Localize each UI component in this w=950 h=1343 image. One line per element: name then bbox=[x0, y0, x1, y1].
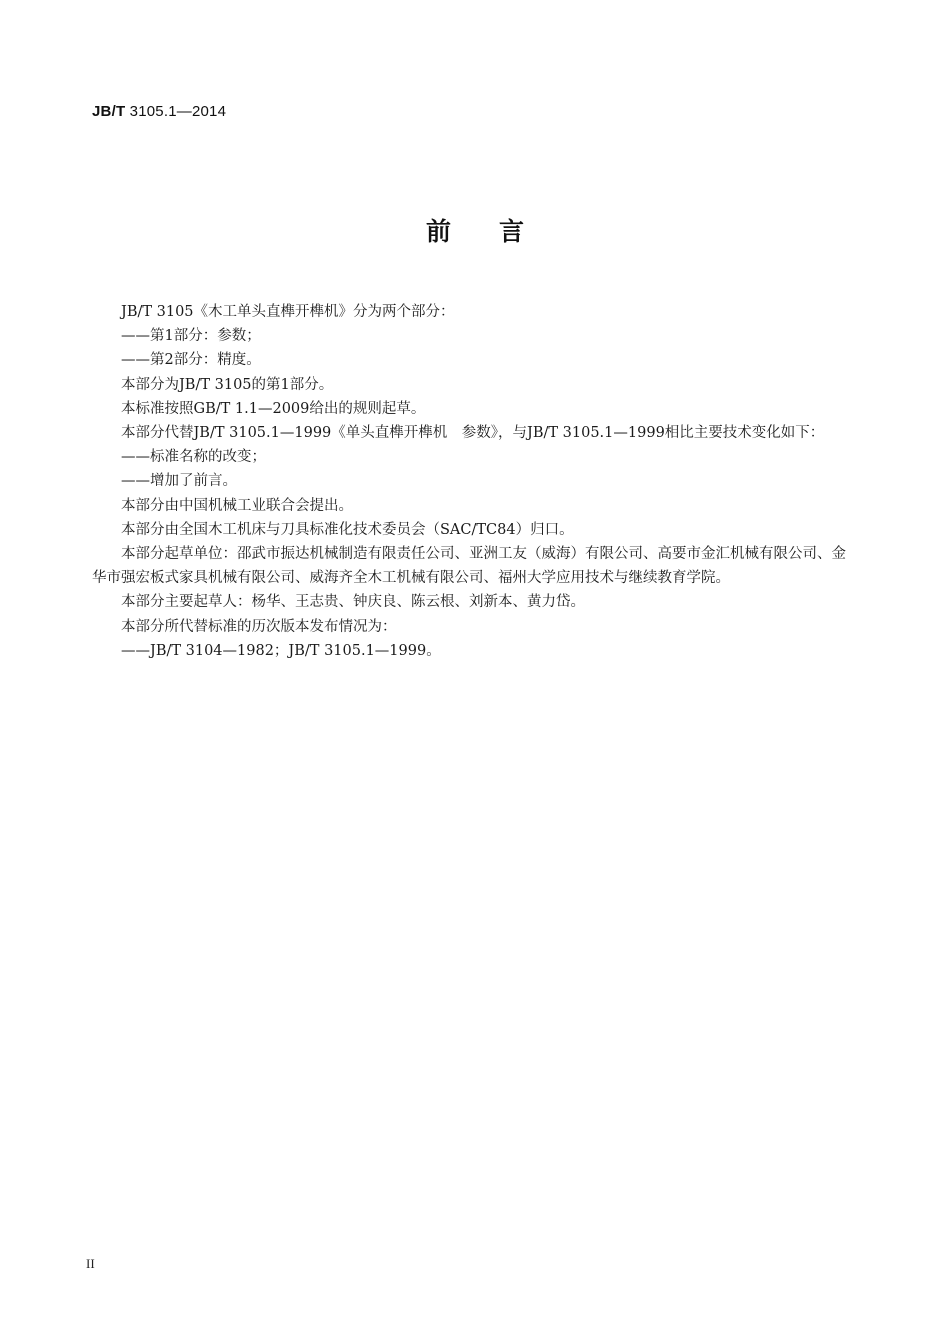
paragraph-replaces: 本部分代替JB/T 3105.1—1999《单头直榫开榫机 参数》，与JB/T 3105.1—1999相比主要技术变化如下： bbox=[121, 425, 825, 442]
page-title: 前言 bbox=[425, 217, 572, 246]
paragraph-drafters: 本部分主要起草人：杨华、王志贵、钟庆良、陈云根、刘新本、黄力岱。 bbox=[121, 594, 585, 611]
standard-prefix: JB/T bbox=[92, 103, 126, 120]
paragraph-proposed-by: 本部分由中国机械工业联合会提出。 bbox=[121, 497, 353, 514]
paragraph-drafting-rules: 本标准按照GB/T 1.1—2009给出的规则起草。 bbox=[121, 400, 426, 417]
foreword-body bbox=[92, 300, 846, 663]
paragraph-parts-intro: JB/T 3105《木工单头直榫开榫机》分为两个部分： bbox=[121, 304, 455, 320]
paragraph-history-list: ——JB/T 3104—1982；JB/T 3105.1—1999。 bbox=[121, 642, 441, 659]
page-number: II bbox=[86, 1256, 95, 1271]
paragraph-change-1: ——标准名称的改变； bbox=[121, 449, 266, 466]
paragraph-history-intro: 本部分所代替标准的历次版本发布情况为： bbox=[121, 618, 397, 635]
paragraph-drafting-units: 本部分起草单位：邵武市振达机械制造有限责任公司、亚洲工友（威海）有限公司、高要市金汇机械有限公司、金华市强宏板式家具机械有限公司、威海齐全木工机械有限公司、福州大学应用技术与继续教育学院。 bbox=[92, 546, 846, 587]
paragraph-change-2: ——增加了前言。 bbox=[121, 473, 237, 490]
standard-code bbox=[92, 103, 226, 120]
paragraph-under-jurisdiction: 本部分由全国木工机床与刀具标准化技术委员会（SAC/TC84）归口。 bbox=[121, 521, 574, 538]
standard-number: 3105.1—2014 bbox=[125, 103, 227, 120]
paragraph-this-part: 本部分为JB/T 3105的第1部分。 bbox=[121, 376, 334, 393]
paragraph-part-2: ——第2部分：精度。 bbox=[121, 352, 261, 369]
paragraph-part-1: ——第1部分：参数； bbox=[121, 328, 261, 345]
